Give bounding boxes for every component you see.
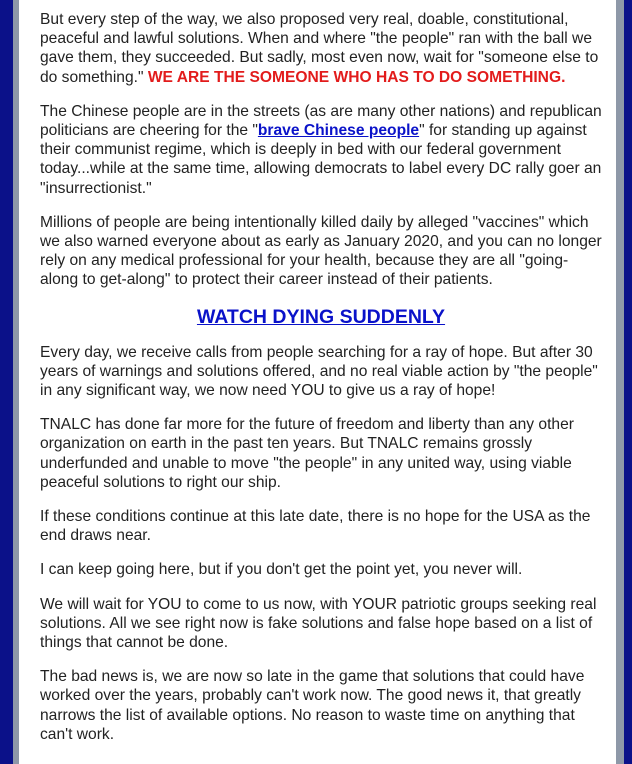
left-blue-border [0, 0, 13, 764]
article-body [40, 10, 602, 759]
paragraph-ray-of-hope: Every day, we receive calls from people searching for a ray of hope. But after 30 years of warnings and solutions offered, and no real viable action by "the people" in any significant way, we now need YOU to give us a ray of hope! [40, 343, 598, 400]
paragraph-chinese-before: The Chinese people are in the streets (as are many other nations) and republican politicians are cheering for the " [40, 102, 602, 140]
paragraph-solutions-text: But every step of the way, we also proposed very real, doable, constitutional, peaceful and lawful solutions. When and where "the people" ran with the ball we gave them, they succeeded. But sadly, most even now, wait for "someone else to do something." [40, 11, 599, 86]
paragraph-keep-going: I can keep going here, but if you don't get the point yet, you never will. [40, 561, 523, 579]
paragraph-solutions [40, 10, 602, 87]
left-gray-border [13, 0, 19, 764]
right-gray-border [616, 0, 624, 764]
emphasis-someone-text: WE ARE THE SOMEONE WHO HAS TO DO SOMETHING. [147, 68, 566, 86]
right-blue-border [624, 0, 632, 764]
paragraph-wait-for-you: We will wait for YOU to come to us now, with YOUR patriotic groups seeking real solutions. All we see right now is fake solutions and false hope based on a list of things that cannot be done. [40, 595, 597, 652]
watch-dying-suddenly-link[interactable]: WATCH DYING SUDDENLY [196, 305, 446, 328]
paragraph-vaccines: Millions of people are being intentionally killed daily by alleged "vaccines" which we also warned everyone about as early as January 2020, and you can no longer rely on any medical professional for your health, because they are all "going-along to get-along" to protect their career instead of their patients. [40, 213, 602, 289]
brave-chinese-people-link[interactable]: brave Chinese people [257, 122, 420, 140]
paragraph-tnalc: TNALC has done far more for the future of freedom and liberty than any other organization on earth in the past ten years. But TNALC remains grossly underfunded and unable to move "the people" in any united way, using viable peaceful solutions to right our ship. [40, 416, 574, 491]
watch-heading [40, 305, 602, 329]
paragraph-bad-news: The bad news is, we are now so late in the game that solutions that could have worked over the years, probably can't work now. The good news it, that greatly narrows the list of available options. No reason to waste time on anything that can't work. [40, 668, 585, 743]
paragraph-chinese-after: " for standing up against their communist regime, which is deeply in bed with our federal government today...while at the same time, allowing democrats to label every DC rally goer an "insurrectionist." [40, 122, 602, 197]
paragraph-conditions: If these conditions continue at this late date, there is no hope for the USA as the end draws near. [40, 508, 591, 545]
paragraph-chinese-people [40, 102, 602, 198]
